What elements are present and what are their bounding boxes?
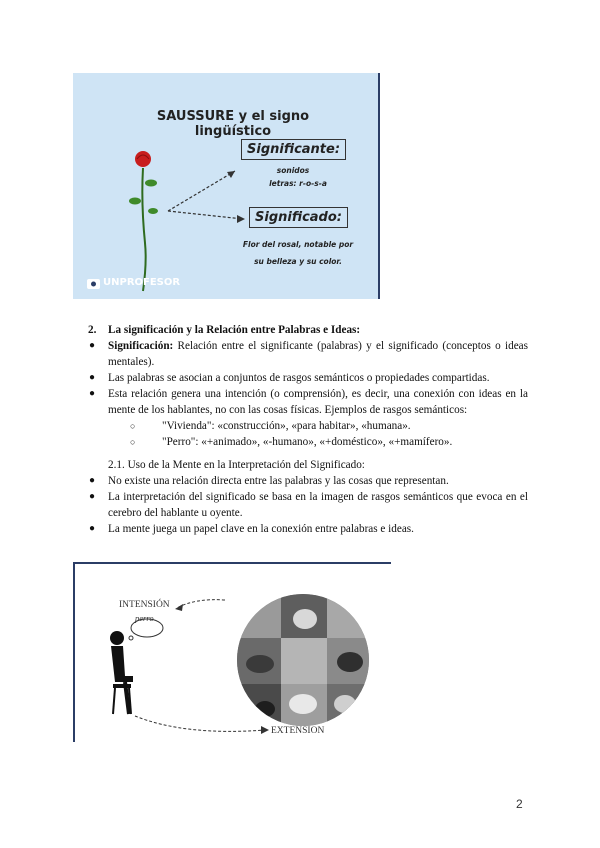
list-item bbox=[88, 473, 528, 489]
significado-box: Significado: bbox=[249, 207, 348, 228]
person-head bbox=[110, 631, 124, 645]
section-heading bbox=[88, 322, 528, 338]
saussure-figure bbox=[73, 73, 380, 299]
circle-bullet-icon: ○ bbox=[130, 437, 136, 447]
significante-note: letras: r-o-s-a bbox=[269, 179, 327, 188]
arrow-to-significado bbox=[168, 211, 243, 219]
rose-leaf bbox=[129, 198, 141, 205]
page-number: 2 bbox=[516, 797, 523, 811]
extension-label: EXTENSION bbox=[271, 726, 325, 736]
saussure-title: SAUSSURE y el signo lingüístico bbox=[156, 109, 310, 139]
intension-label: INTENSIÓN bbox=[119, 600, 170, 610]
list-item bbox=[88, 386, 528, 418]
subsection-heading: 2.1. Uso de la Mente en la Interpretación del Significado: bbox=[108, 459, 365, 471]
sub-list-item bbox=[88, 418, 528, 434]
section-title: La significación y la Relación entre Palabras e Ideas: bbox=[108, 324, 361, 336]
significado-note: su belleza y su color. bbox=[254, 257, 342, 266]
significante-note: sonidos bbox=[276, 166, 310, 175]
rose-stem bbox=[142, 168, 145, 291]
rose-leaf bbox=[148, 208, 158, 214]
sub-list-item bbox=[88, 434, 528, 450]
stool-leg bbox=[113, 688, 115, 714]
arrowhead bbox=[261, 726, 269, 734]
thought-bubble bbox=[129, 636, 133, 640]
bullet-icon: ● bbox=[89, 475, 96, 486]
list-item-text: La interpretación del significado se basa en la imagen de rasgos semánticos que evoca en el cerebro del hablante u oyente. bbox=[108, 491, 528, 519]
sub-list-text: "Vivienda": «construcción», «para habitar», «humana». bbox=[162, 420, 411, 432]
list-item bbox=[88, 370, 528, 386]
bullet-icon: ● bbox=[89, 372, 96, 383]
circle-bullet-icon: ○ bbox=[130, 421, 136, 431]
definition: Relación entre el significante (palabras) y el significado (conceptos o ideas mentales). bbox=[108, 340, 528, 368]
significado-note: Flor del rosal, notable por bbox=[242, 240, 354, 249]
body-text bbox=[88, 322, 528, 537]
intension-extension-figure bbox=[73, 562, 391, 742]
brand-label: UNPROFESOR bbox=[103, 277, 181, 288]
list-item bbox=[88, 338, 528, 370]
list-item-text: Esta relación genera una intención (o comprensión), es decir, una conexión con ideas en la mente de los hablantes, no con las cosas físicas. Ejemplos de rasgos semánticos: bbox=[108, 388, 528, 416]
camera-lens bbox=[91, 282, 96, 287]
bullet-icon: ● bbox=[89, 523, 96, 534]
rose-leaf bbox=[145, 180, 157, 187]
arrow-to-significante bbox=[168, 171, 235, 211]
list-item-text: No existe una relación directa entre las palabras y las cosas que representan. bbox=[108, 475, 449, 487]
arrow-to-extension bbox=[135, 716, 265, 731]
person-body bbox=[111, 646, 133, 682]
list-item-text: La mente juega un papel clave en la conexión entre palabras e ideas. bbox=[108, 523, 414, 535]
dog-collage bbox=[235, 592, 375, 732]
list-item bbox=[88, 521, 528, 537]
bullet-icon: ● bbox=[89, 491, 96, 502]
significante-box: Significante: bbox=[241, 139, 346, 160]
section-number: 2. bbox=[88, 324, 97, 336]
arrowhead bbox=[175, 604, 183, 611]
list-item bbox=[88, 489, 528, 521]
intension-extension-art bbox=[75, 564, 391, 742]
bullet-icon: ● bbox=[89, 340, 96, 351]
sub-list-text: "Perro": «+animado», «-humano», «+doméstico», «+mamífero». bbox=[162, 436, 453, 448]
term: Significación: bbox=[108, 340, 174, 352]
arrowhead bbox=[237, 215, 245, 223]
list-item-text: Las palabras se asocian a conjuntos de rasgos semánticos o propiedades compartidas. bbox=[108, 372, 490, 384]
perro-label: perro bbox=[135, 613, 154, 623]
arrow-to-intension bbox=[177, 600, 225, 608]
bullet-icon: ● bbox=[89, 388, 96, 399]
stool-seat bbox=[113, 684, 131, 688]
